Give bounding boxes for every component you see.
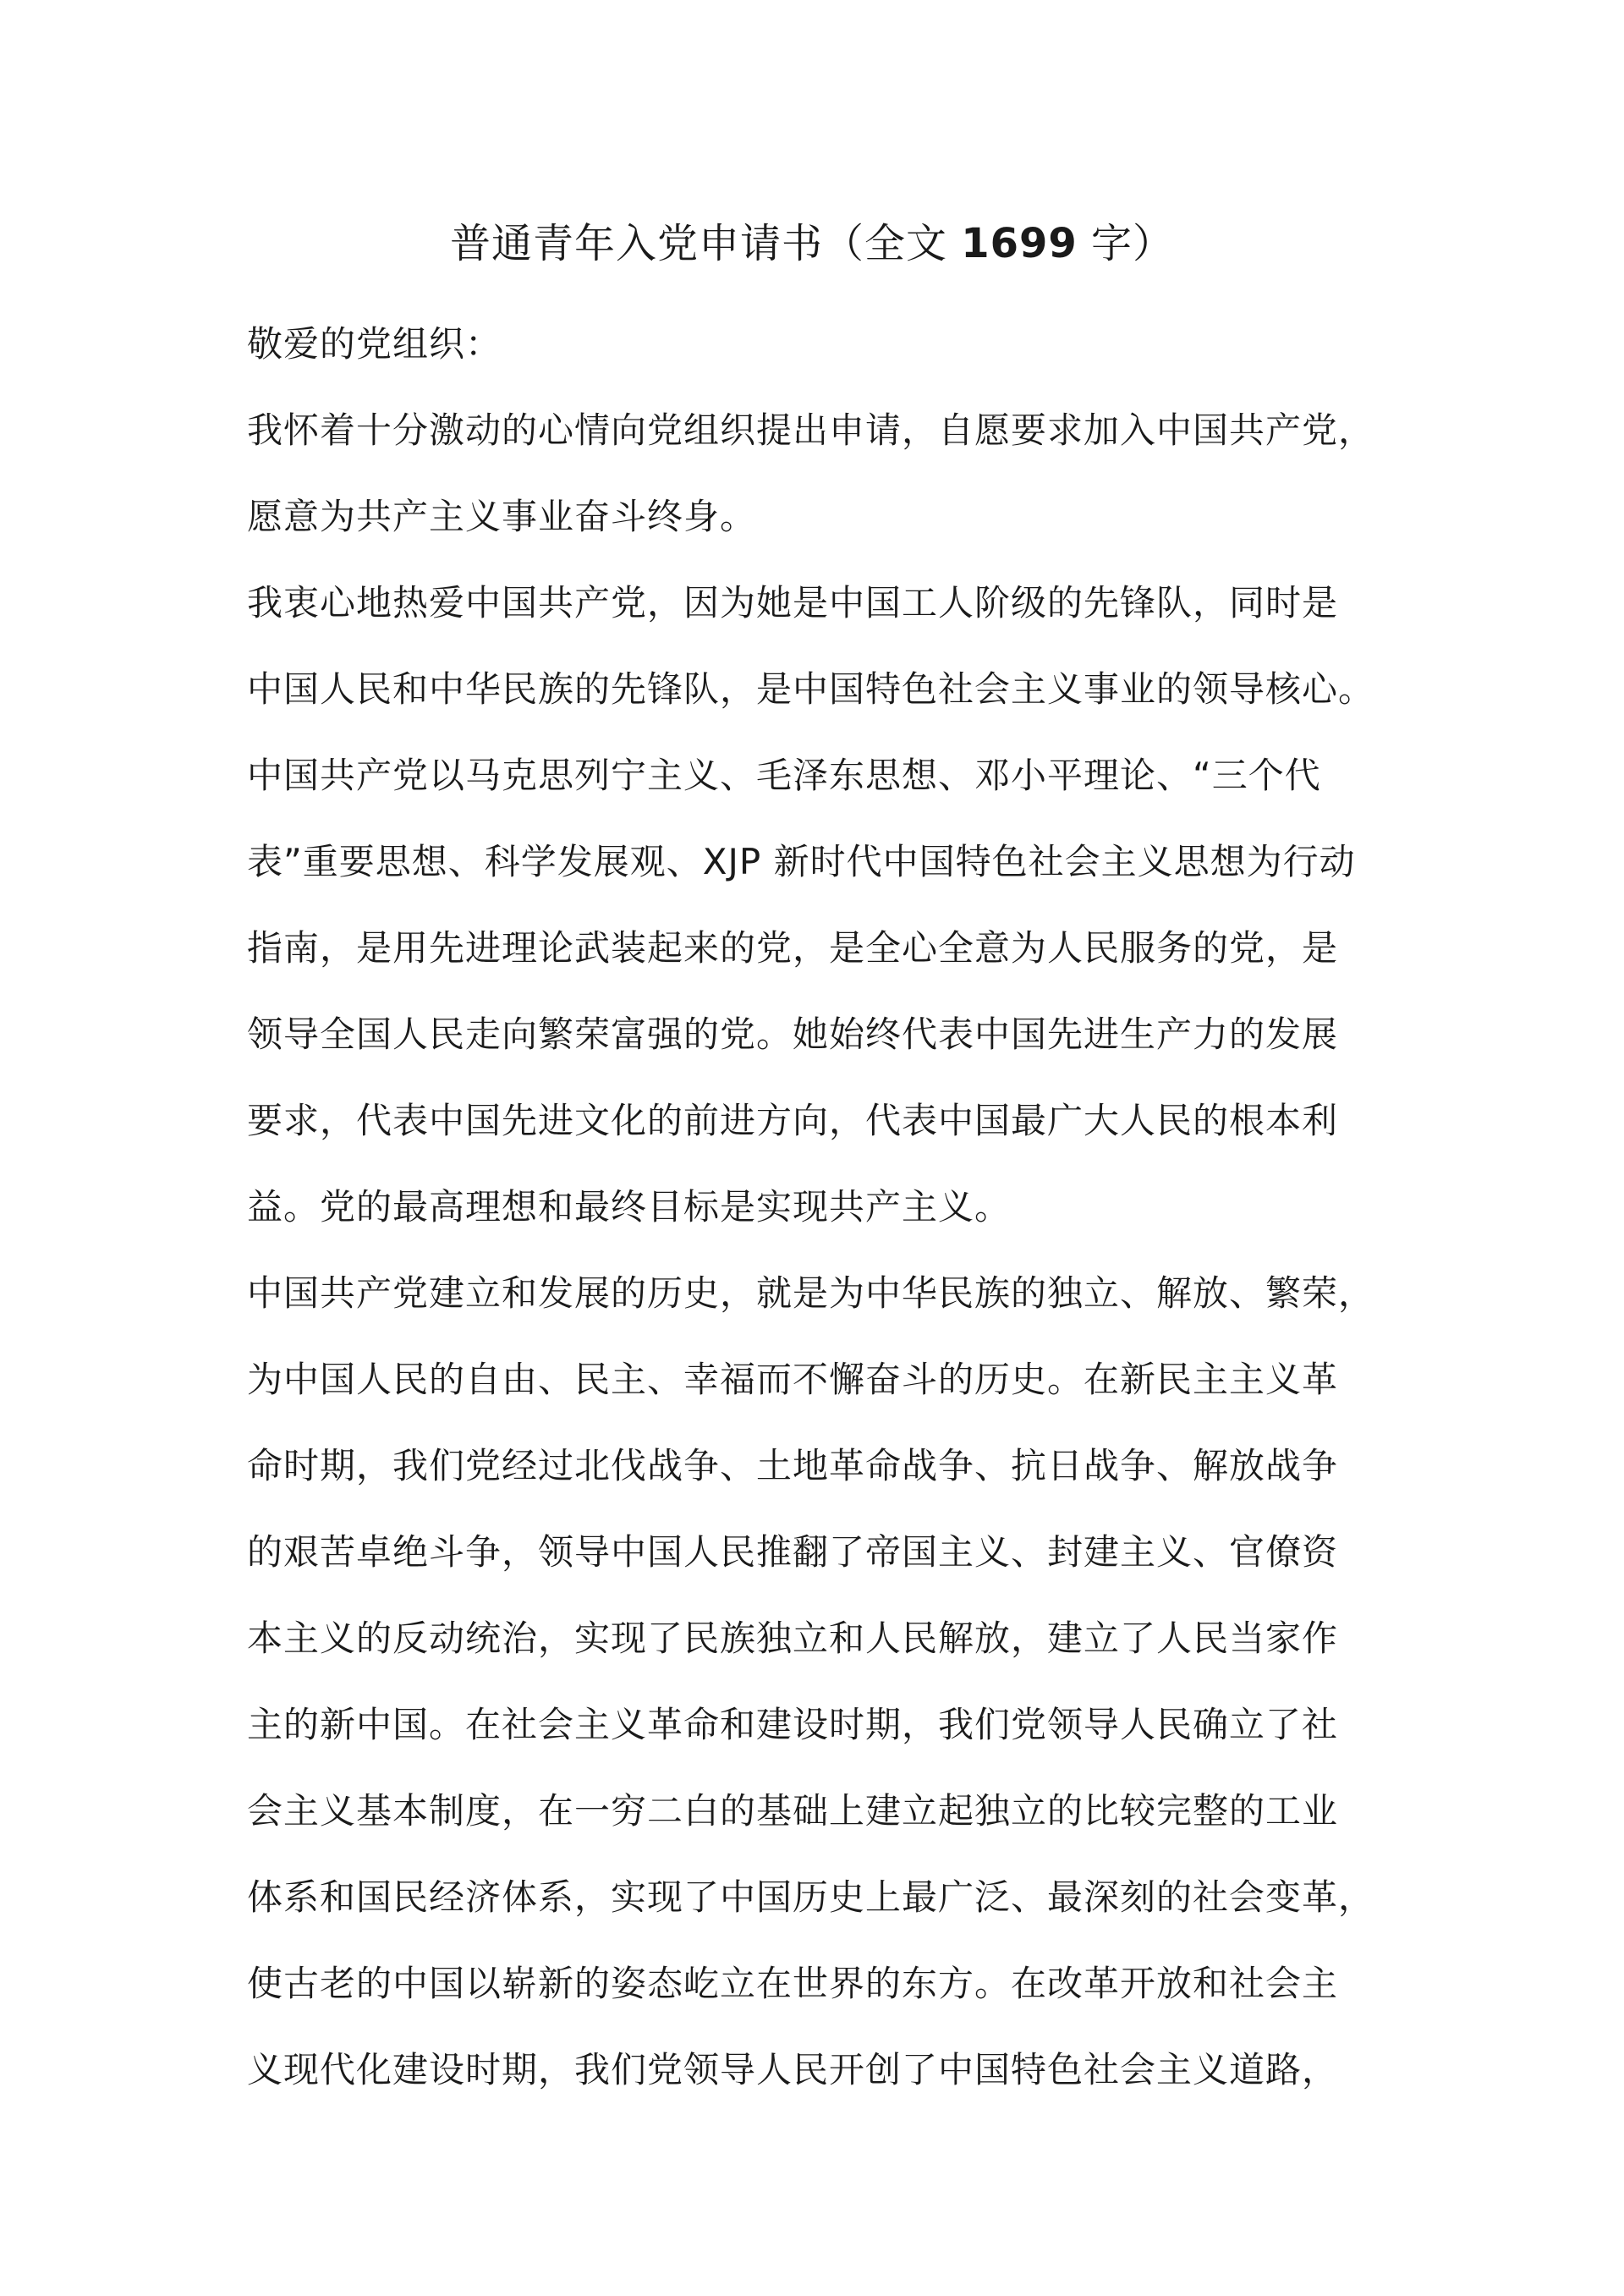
text-line: 主的新中国。在社会主义革命和建设时期，我们党领导人民确立了社 [247,1704,1339,1745]
text-line: 愿意为共产主义事业奋斗终身。 [247,496,757,537]
text-line: 我怀着十分激动的心情向党组织提出申请，自愿要求加入中国共产党， [247,409,1375,451]
text-line: 表”重要思想、科学发展观、XJP 新时代中国特色社会主义思想为行动 [247,841,1356,882]
text-line: 的艰苦卓绝斗争，领导中国人民推翻了帝国主义、封建主义、官僚资 [247,1531,1339,1573]
text-line: 领导全国人民走向繁荣富强的党。她始终代表中国先进生产力的发展 [247,1013,1339,1055]
title-suffix: 字） [1077,220,1175,267]
text-line: 义现代化建设时期，我们党领导人民开创了中国特色社会主义道路， [247,2049,1339,2090]
document-body [247,301,1402,2113]
salutation: 敬爱的党组织： [247,323,502,365]
title-prefix: 普通青年入党申请书（全文 [449,220,962,267]
text-line: 本主义的反动统治，实现了民族独立和人民解放，建立了人民当家作 [247,1618,1339,1659]
text-line: 为中国人民的自由、民主、幸福而不懈奋斗的历史。在新民主主义革 [247,1359,1339,1400]
text-line: 会主义基本制度，在一穷二白的基础上建立起独立的比较完整的工业 [247,1790,1339,1832]
text-line: 我衷心地热爱中国共产党，因为她是中国工人阶级的先锋队，同时是 [247,582,1339,623]
text-line: 指南，是用先进理论武装起来的党，是全心全意为人民服务的党，是 [247,927,1339,969]
text-line: 中国共产党以马克思列宁主义、毛泽东思想、邓小平理论、“三个代 [247,755,1321,796]
text-line: 使古老的中国以崭新的姿态屹立在世界的东方。在改革开放和社会主 [247,1963,1339,2004]
text-line: 益。党的最高理想和最终目标是实现共产主义。 [247,1186,1012,1228]
document-title [0,213,1624,274]
text-line: 体系和国民经济体系，实现了中国历史上最广泛、最深刻的社会变革， [247,1876,1375,1918]
title-word-count: 1699 [961,220,1078,267]
text-line: 要求，代表中国先进文化的前进方向，代表中国最广大人民的根本利 [247,1100,1339,1141]
text-line: 中国人民和中华民族的先锋队，是中国特色社会主义事业的领导核心。 [247,668,1375,710]
text-line: 中国共产党建立和发展的历史，就是为中华民族的独立、解放、繁荣， [247,1272,1375,1314]
text-line: 命时期，我们党经过北伐战争、土地革命战争、抗日战争、解放战争 [247,1445,1339,1486]
